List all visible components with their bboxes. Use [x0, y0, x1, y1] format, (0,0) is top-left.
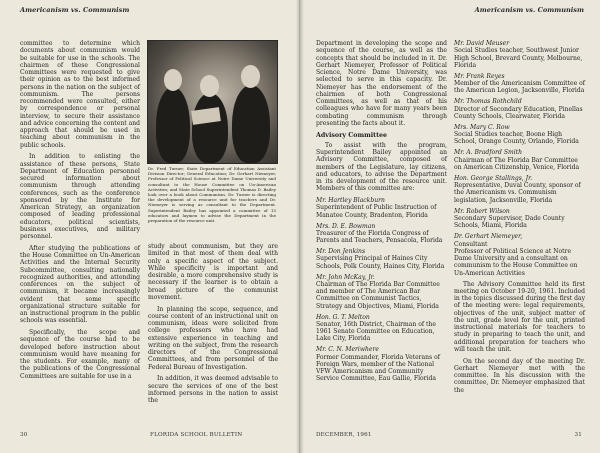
member-entry — [316, 248, 447, 270]
publication-title: FLORIDA SCHOOL BULLETIN — [150, 432, 243, 438]
left-page — [0, 0, 299, 453]
paragraph: committee to determine which documents about communism would be suitable for use in the schools. The chairmen of these Congressional Committees were requested to give their opinion as to the best informed persons in the nation on the subject of communism. The persons recommended were consulted, either by correspondence or personal interview, to secure their assistance and advice concerning the content and approach that should be used in teaching about communism in the public schools. — [20, 40, 140, 149]
member-entry — [454, 124, 585, 146]
member-role: Member of the Americanism Committee of the American Legion, Jacksonville, Florida — [454, 80, 585, 95]
member-entry — [454, 73, 585, 95]
member-entry — [316, 274, 447, 310]
paragraph: Specifically, the scope and sequence of the course had to be developed before instruction about communism would have meaning for the students. For example, many of the publications of the Congressional Committees are suitable for use in a — [20, 329, 140, 380]
member-role: Former Commander, Florida Veterans of Foreign Wars, member of the National VFW Americanism and Community Service Committee, Eau Gallie, Florida — [316, 353, 440, 383]
member-name: Mr. Thomas Rothchild — [454, 98, 522, 106]
member-entry — [454, 149, 585, 171]
paragraph: study about communism, but they are limited in that most of them deal with only a specific aspect of the subject. While specificity is important and desirable, a more comprehensive study is necessary if the learner is to obtain a broad picture of the communist movement. — [148, 243, 278, 301]
member-role: Chairman of The Florida Bar Committee and member of The American Bar Committee on Communist Tactics, Strategy and Objectives, Miami, Florida — [316, 280, 440, 310]
member-entry — [316, 314, 447, 343]
member-name: Mr. John McKay, Jr. — [316, 273, 375, 281]
paragraph: After studying the publications of the House Committee on Un-American Activities and the Internal Security Subcommittee, consulting nationally recognized authorities, and attending conferences on the subject of communism, it became increasingly evident that some specific organizational structure suitable for an instructional program in the public schools was essential. — [20, 244, 140, 325]
member-name: Mr. Frank Reyes — [454, 72, 505, 80]
member-entry — [316, 223, 447, 245]
member-list-2 — [454, 40, 585, 277]
issue-date: DECEMBER, 1961 — [316, 432, 372, 438]
member-name: Dr. Gerhart Niemeyer, — [454, 233, 523, 241]
left-column-1 — [20, 40, 140, 384]
member-role: Superintendent of Public Instruction of Manatee County, Bradenton, Florida — [316, 204, 437, 219]
photo-caption: Dr. Fred Turner, State Department of Education Assistant Division Director; General Education; Dr. Gerhart Niemeyer, Professor of Political Science at Notre Dame University and consultant to the House Committee on Un-American Activities; and State School Superintendent Thomas D. Bailey look over a book about Communism. Dr. Turner is directing the development of a resource unit for teachers and Dr. Niemeyer is serving as consultant to the Department. Superintendent Bailey has appointed a committee of 13 educators and laymen to advise the Department in the preparation of the resource unit. — [148, 166, 276, 224]
right-column-2 — [454, 40, 585, 398]
paragraph: On the second day of the meeting Dr. Gerhart Niemeyer met with the committee. In his discussion with the committee, Dr. Niemeyer emphasized that the — [454, 357, 585, 394]
running-head-right: Americanism vs. Communism — [474, 6, 584, 14]
right-column-1 — [316, 40, 447, 387]
paragraph: In addition, it was deemed advisable to secure the services of one of the best informed persons in the nation to assist the — [148, 375, 278, 404]
paragraph: The Advisory Committee held its first meeting on October 19-20, 1961. Included in the topics discussed during the first day of the meeting were: legal requirements, objectives of the unit, subject matter of the unit, grade level for the unit, printed instructional materials for teachers to study in preparing to teach the unit, and additional preparation for teachers who will teach the unit. — [454, 280, 586, 353]
member-list-1 — [316, 197, 447, 383]
member-name: Mr. Don Jenkins — [316, 248, 366, 256]
member-name: Mr. Robert Wilson — [454, 207, 510, 215]
member-role: Representative, Duval County, sponsor of the Americanism vs. Communism legislation, Jacksonville, Florida — [454, 182, 581, 204]
member-role: Social Studies teacher, Southwest Junior High School, Brevard County, Melbourne, Florida — [454, 47, 583, 69]
page-number-right: 31 — [574, 432, 582, 438]
paragraph: In addition to enlisting the assistance of these persons, State Department of Education personnel secured information about communism through attending conferences, such as the conference sponsored by the Institute for American Strategy, an organization composed of leading professional educators, political scientists, business executives, and military personnel. — [20, 153, 140, 240]
member-role: Consultant Professor of Political Science at Notre Dame University and a consultant on communism to the House Committee on Un-American Activities — [454, 240, 578, 277]
member-entry — [454, 175, 585, 204]
member-entry — [454, 233, 585, 277]
member-role: Senator, 16th District, Chairman of the 1961 Senate Committee on Education, Lake City, Florida — [316, 320, 436, 343]
photograph — [147, 40, 278, 164]
member-name: Hon. George Stallings, Jr. — [454, 174, 533, 182]
right-page — [300, 0, 600, 453]
member-role: Director of Secondary Education, Pinellas County Schools, Clearwater, Florida — [454, 105, 583, 120]
member-name: Mr. C. N. Meriwhere — [316, 346, 379, 354]
member-entry — [316, 197, 447, 219]
member-role: Treasurer of the Florida Congress of Parents and Teachers, Pensacola, Florida — [316, 229, 443, 245]
member-entry — [454, 208, 585, 230]
member-name: Mrs. D. E. Bowman — [316, 222, 376, 230]
page-number-left: 30 — [20, 432, 28, 438]
left-column-2 — [148, 243, 278, 409]
member-name: Mr. David Meuser — [454, 40, 510, 47]
binding-gutter — [296, 0, 304, 453]
member-role: Supervising Principal of Haines City Schools, Polk County, Haines City, Florida — [316, 255, 445, 270]
paragraph: In planning the scope, sequence, and course content of an instructional unit on communism, ideas were solicited from college professors who have had extensive experience in teaching and writing on the subject, from the research directors of the Congressional Committees, and from personnel of the Federal Bureau of Investigation. — [148, 305, 278, 371]
member-name: Mr. Hartley Blackburn — [316, 197, 385, 204]
member-name: Hon. G. T. Melton — [316, 313, 370, 321]
member-role: Social Studies teacher, Boone High School, Orange County, Orlando, Florida — [454, 131, 579, 146]
member-name: Mrs. Mary C. Row — [454, 123, 510, 131]
member-name: Mr. A. Bradford Smith — [454, 149, 522, 157]
section-heading: Advisory Committee — [316, 131, 388, 139]
paragraph: To assist with the program, Superintendent Bailey appointed an Advisory Committee, composed of members of the Legislature, lay citizens, and educators, to advise the Department in its development of the resource unit. Members of this committee are: — [316, 141, 447, 193]
member-role: Chairman of The Florida Bar Committee on American Citizenship, Venice, Florida — [454, 156, 580, 171]
member-entry — [454, 98, 585, 120]
member-entry — [316, 346, 447, 382]
paragraph: Department in developing the scope and sequence of the course, as well as the concepts that should be included in it. Dr. Gerhart Niemeyer, Professor of Political Science, Notre Dame University, was selected to serve in this capacity. Dr. Niemeyer has the endorsement of the chairmen of both Congressional Committees, as well as that of his colleagues who have for many years been combating communism through presenting the facts about it. — [316, 40, 447, 127]
running-head-left: Americanism vs. Communism — [20, 6, 130, 14]
member-role: Secondary Supervisor, Dade County Schools, Miami, Florida — [454, 215, 565, 230]
member-entry — [454, 40, 585, 69]
